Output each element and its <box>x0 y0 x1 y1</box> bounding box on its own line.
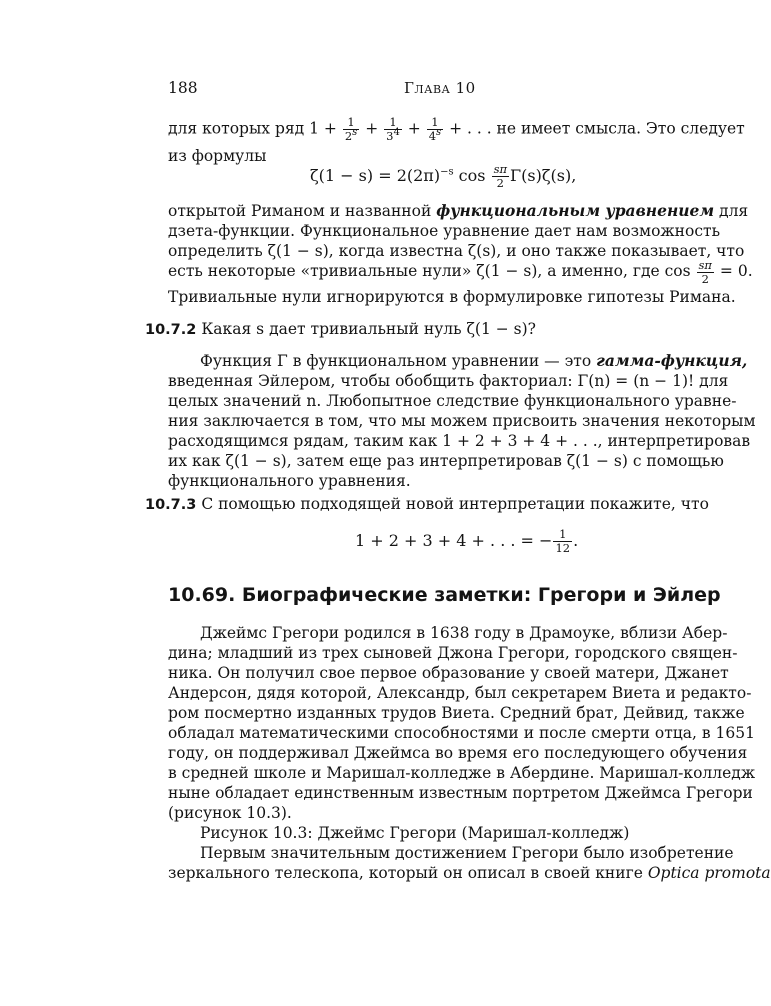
exercise-text: С помощью подходящей новой интерпретации покажите, что <box>201 495 709 513</box>
paragraph-line <box>168 201 749 221</box>
fraction <box>492 164 509 189</box>
chapter-running-head: Глава 10 <box>404 79 476 97</box>
fraction <box>553 529 572 554</box>
emphasis-term: функциональным уравнением <box>436 201 715 220</box>
paragraph-line: Первым значительным достижением Грегори было изобретение <box>200 844 734 862</box>
exercise-label: 10.7.2 <box>145 322 197 338</box>
power-base: 3 <box>386 129 394 143</box>
text-run: = 0. <box>715 262 753 280</box>
fraction-numerator: 1 <box>384 117 402 130</box>
paragraph-line <box>168 863 771 883</box>
plus-sign: + <box>402 119 426 138</box>
power-base: 4 <box>428 129 437 143</box>
paragraph-line: из формулы <box>168 147 267 165</box>
equation-right: Γ(s)ζ(s), <box>510 166 577 185</box>
paragraph-line: расходящимся рядам, таким как 1 + 2 + 3 + 4 + . . ., интерпретировав <box>168 432 751 450</box>
fraction-denominator: 2 <box>496 176 504 190</box>
fraction-denominator <box>427 127 443 143</box>
paragraph-line: введенная Эйлером, чтобы обобщить факториал: Γ(n) = (n − 1)! для <box>168 372 729 390</box>
fraction <box>427 117 443 142</box>
fraction-numerator: 1 <box>427 117 443 130</box>
exercise-10-7-3 <box>145 494 709 515</box>
equation-left: ζ(1 − s) = 2(2π) <box>310 166 441 185</box>
paragraph-line: ром посмертно изданных трудов Виета. Средний брат, Дейвид, также <box>168 704 745 722</box>
paragraph-line: Андерсон, дядя которой, Александр, был секретарем Виета и редакто- <box>168 684 752 702</box>
text-run: для которых ряд 1 + <box>168 119 342 138</box>
fraction <box>384 117 402 142</box>
fraction-denominator <box>384 127 402 143</box>
text-run: для <box>714 202 749 220</box>
power-exponent: s <box>436 127 442 139</box>
equation-left: 1 + 2 + 3 + 4 + . . . = − <box>355 531 553 550</box>
fraction-denominator <box>343 127 359 143</box>
equation-exponent: −s <box>440 166 454 178</box>
text-run: Функция Γ в функциональном уравнении — это <box>200 352 597 370</box>
fraction-denominator: 2 <box>701 271 709 286</box>
fraction-numerator: sπ <box>493 162 508 176</box>
exercise-text: Какая s дает тривиальный нуль ζ(1 − s)? <box>201 320 536 338</box>
paragraph-line: ныне обладает единственным известным портретом Джеймса Грегори <box>168 784 753 802</box>
fraction-denominator: 12 <box>555 541 571 555</box>
exercise-label: 10.7.3 <box>145 497 197 513</box>
book-title: Optica promota <box>647 864 771 882</box>
fraction-numerator: 1 <box>343 117 359 130</box>
fraction-numerator: sπ <box>698 257 712 272</box>
text-run: зеркального телескопа, который он описал в своей книге <box>168 864 648 882</box>
paragraph-line: (рисунок 10.3). <box>168 804 292 822</box>
figure-caption: Рисунок 10.3: Джеймс Грегори (Маришал-колледж) <box>200 824 630 842</box>
paragraph-line: обладал математическими способностями и после смерти отца, в 1651 <box>168 724 755 742</box>
paragraph-line: Джеймс Грегори родился в 1638 году в Драмоуке, вблизи Абер- <box>200 624 728 642</box>
paragraph-line: определить ζ(1 − s), когда известна ζ(s), и оно также показывает, что <box>168 242 745 260</box>
paragraph-line: ника. Он получил свое первое образование у своей матери, Джанет <box>168 664 729 682</box>
text-run: + . . . не имеет смысла. Это следует <box>444 119 745 138</box>
fraction-numerator: 1 <box>553 529 572 542</box>
paragraph-line <box>168 115 745 143</box>
paragraph-line: их как ζ(1 − s), затем еще раз интерпретировав ζ(1 − s) с помощью <box>168 452 724 470</box>
paragraph-line: дина; младший из трех сыновей Джона Грегори, городского священ- <box>168 644 738 662</box>
cos-operator: cos <box>453 166 491 185</box>
text-run: есть некоторые «тривиальные нули» ζ(1 − s), а именно, где cos <box>168 262 696 280</box>
paragraph-line: в средней школе и Маришал-колледже в Абердине. Маришал-колледж <box>168 764 756 782</box>
equation-tail: . <box>573 531 579 550</box>
fraction <box>343 117 359 142</box>
paragraph-line: ния заключается в том, что мы можем присвоить значения некоторым <box>168 412 756 430</box>
paragraph-line: целых значений n. Любопытное следствие функционального уравне- <box>168 392 737 410</box>
paragraph-line: Тривиальные нули игнорируются в формулировке гипотезы Римана. <box>168 288 736 306</box>
power-exponent: 4 <box>393 127 400 139</box>
paragraph-line: дзета-функции. Функциональное уравнение дает нам возможность <box>168 222 721 240</box>
emphasis-term: гамма-функция, <box>596 351 748 370</box>
section-heading: 10.69. Биографические заметки: Грегори и Эйлер <box>168 584 721 606</box>
page-number: 188 <box>168 79 198 97</box>
power-base: 2 <box>344 129 353 143</box>
plus-sign: + <box>360 119 384 138</box>
paragraph-line: функционального уравнения. <box>168 472 411 490</box>
functional-equation <box>310 164 576 189</box>
fraction <box>697 257 714 286</box>
text-run: открытой Риманом и названной <box>168 202 437 220</box>
paragraph-line <box>168 351 748 371</box>
paragraph-line: году, он поддерживал Джеймса во время его последующего обучения <box>168 744 748 762</box>
series-equation <box>355 528 578 554</box>
exercise-10-7-2 <box>145 319 675 340</box>
power-exponent: s <box>352 127 358 139</box>
